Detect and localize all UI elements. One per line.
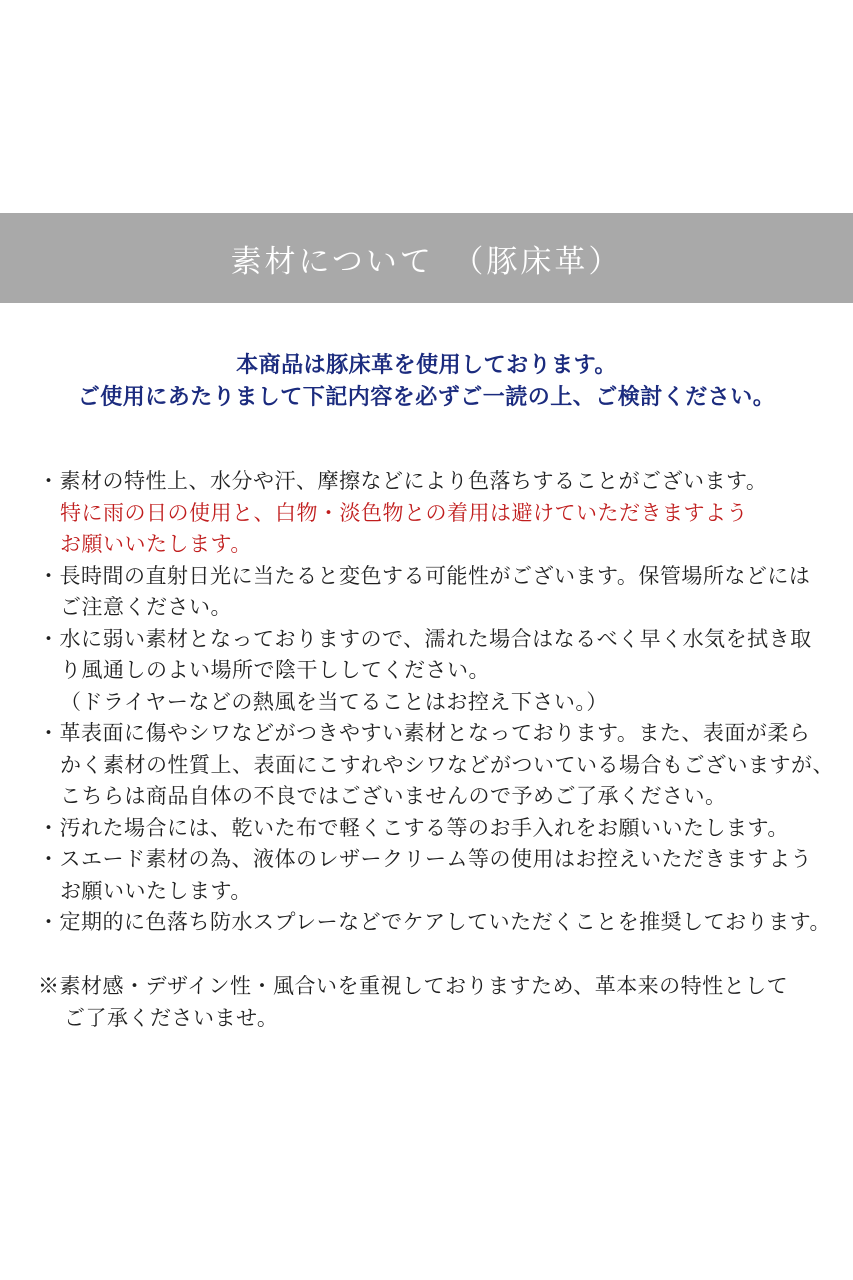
page-title: 素材について （豚床革）	[230, 243, 623, 279]
note-line: かく素材の性質上、表面にこすれやシワなどがついている場合もございますが、	[60, 753, 834, 777]
note-line: （ドライヤーなどの熱風を当てることはお控え下さい。）	[60, 690, 608, 714]
note-line-warning: 特に雨の日の使用と、白物・淡色物との着用は避けていただきますよう	[60, 501, 748, 525]
note-line: り風通しのよい場所で陰干ししてください。	[60, 659, 490, 682]
care-notes-list	[0, 466, 853, 939]
note-line: ・汚れた場合には、乾いた布で軽くこする等のお手入れをお願いいたします。	[38, 816, 789, 840]
note-line: ・定期的に色落ち防水スプレーなどでケアしていただくことを推奨しております。	[38, 911, 831, 934]
note-line: ・長時間の直射日光に当たると変色する可能性がございます。保管場所などには	[38, 564, 811, 588]
footnote-line-1: ※素材感・デザイン性・風合いを重視しておりますため、革本来の特性として	[38, 975, 789, 998]
intro-line-2: ご使用にあたりまして下記内容を必ずご一読の上、ご検討ください。	[77, 383, 776, 409]
intro-line-1: 本商品は豚床革を使用しております。	[236, 352, 617, 377]
footnote	[0, 971, 853, 1034]
intro-statement	[0, 349, 853, 412]
note-line: ・革表面に傷やシワなどがつきやすい素材となっております。また、表面が柔ら	[38, 722, 811, 745]
note-line: ・水に弱い素材となっておりますので、濡れた場合はなるべく早く水気を拭き取	[38, 627, 812, 651]
note-line: ・素材の特性上、水分や汗、摩擦などにより色落ちすることがございます。	[38, 470, 768, 493]
note-line-warning: お願いいたします。	[60, 533, 252, 556]
footnote-line-2: ご了承くださいませ。	[64, 1006, 279, 1030]
title-banner	[0, 213, 853, 303]
note-line: ・スエード素材の為、液体のレザークリーム等の使用はお控えいただきますよう	[38, 848, 812, 871]
note-line: こちらは商品自体の不良ではございませんので予めご了承ください。	[60, 785, 727, 808]
note-line: ご注意ください。	[60, 596, 232, 619]
note-line: お願いいたします。	[60, 879, 252, 903]
